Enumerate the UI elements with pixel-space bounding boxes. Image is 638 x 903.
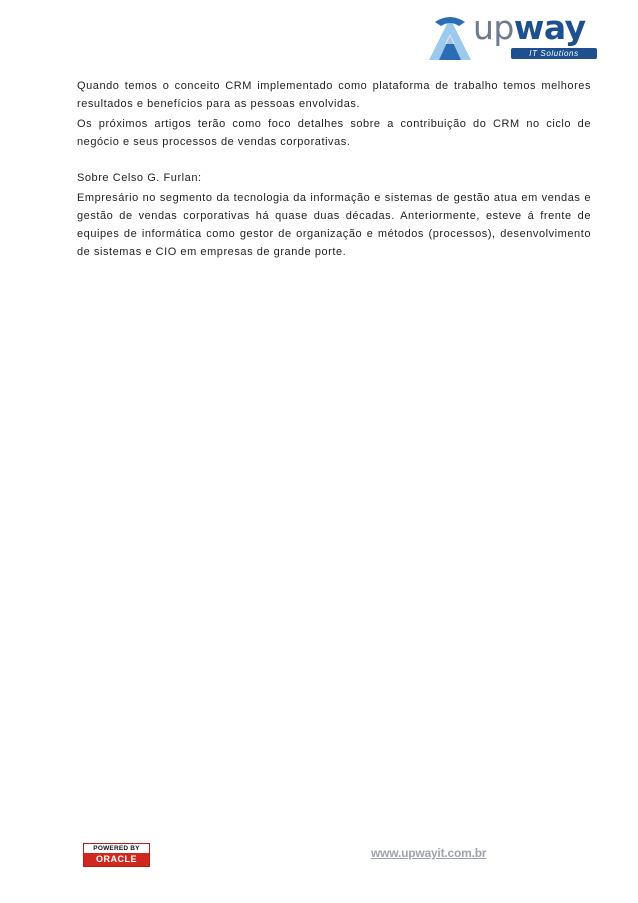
logo-word-up: up <box>473 8 514 47</box>
upway-logo <box>425 8 600 60</box>
bio-heading: Sobre Celso G. Furlan: <box>77 172 202 184</box>
logo-wordmark <box>473 8 586 48</box>
bio-text: Empresário no segmento da tecnologia da informação e sistemas de gestão atua em vendas e gestão de vendas corporativas há quase duas décadas. Anteriormente, esteve á frente de equipes de informática como gestor de organização e métodos (processos), desenvolvimento de sistemas e CIO em empresas de grande porte. <box>77 192 591 258</box>
logo-subtitle: IT Solutions <box>511 48 597 59</box>
powered-by-oracle-badge <box>83 843 150 867</box>
badge-powered-by-text: POWERED BY <box>84 844 149 853</box>
upway-logo-mark-icon <box>425 14 475 60</box>
website-link[interactable]: www.upwayit.com.br <box>371 846 487 860</box>
logo-word-way: way <box>513 8 586 47</box>
paragraph-crm-results: Quando temos o conceito CRM implementado como plataforma de trabalho temos melhores resultados e benefícios para as pessoas envolvidas. <box>77 80 591 110</box>
paragraph-next-articles: Os próximos artigos terão como foco detalhes sobre a contribuição do CRM no ciclo de negócio e seus processos de vendas corporativas. <box>77 118 591 148</box>
badge-oracle-text: ORACLE <box>84 853 149 866</box>
document-body <box>77 77 591 261</box>
